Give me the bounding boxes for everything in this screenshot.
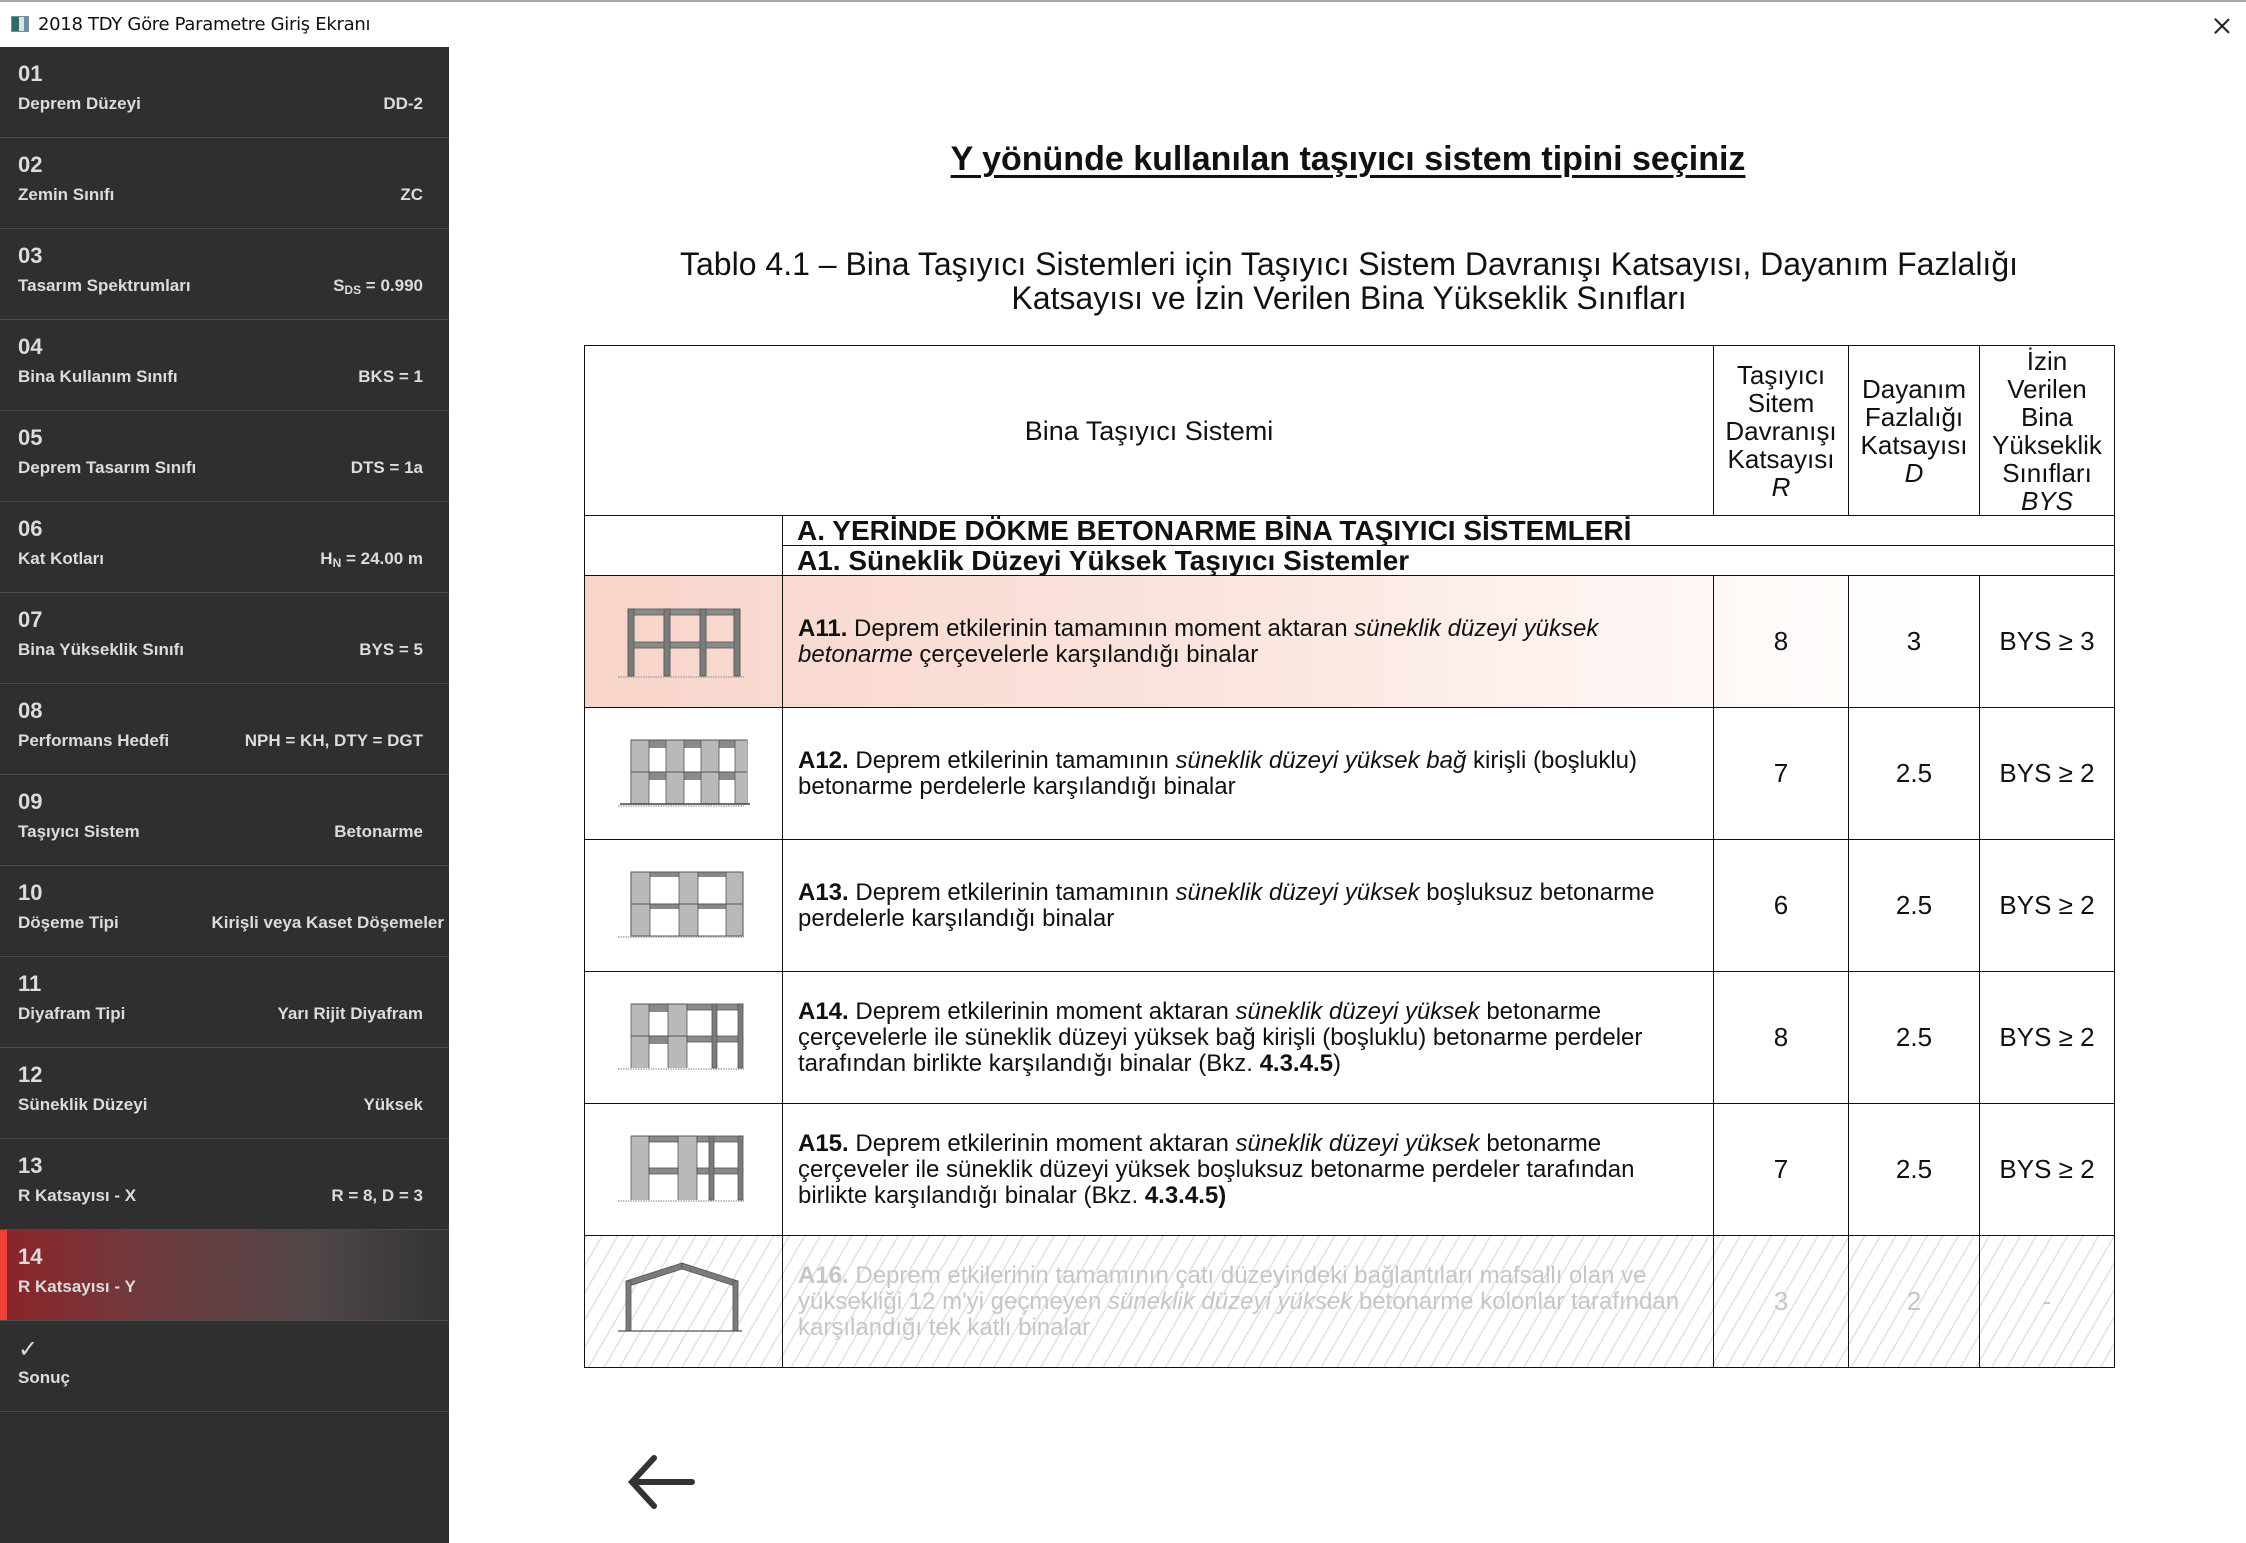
value-d: 3 (1849, 576, 1980, 708)
step-number: 01 (18, 61, 43, 86)
header-line: Dayanım (1861, 373, 1967, 404)
step-value (333, 276, 423, 297)
active-indicator (0, 1230, 7, 1320)
value-rest: = 24.00 m (341, 549, 423, 568)
step-number: 03 (18, 243, 43, 268)
description-text: süneklik düzeyi yüksek (1235, 997, 1480, 1025)
step-number: 12 (18, 1062, 43, 1087)
system-code: A15. (798, 1129, 849, 1157)
step-value: DTS = 1a (350, 458, 423, 477)
system-description (783, 1104, 1714, 1236)
step-number: 08 (18, 698, 43, 723)
description-text: Deprem etkilerinin moment aktaran (848, 1129, 1236, 1157)
step-label: Zemin Sınıfı (18, 185, 115, 204)
system-description (783, 1236, 1714, 1368)
value-d: 2.5 (1849, 972, 1980, 1104)
header-symbol: R (1771, 471, 1791, 502)
value-r: 3 (1714, 1236, 1849, 1368)
description-text: Deprem etkilerinin tamamının moment aktaran (847, 614, 1355, 642)
step-label: R Katsayısı - Y (18, 1277, 136, 1296)
title-bar (0, 2, 2246, 47)
step-value: Yarı Rijit Diyafram (277, 1004, 423, 1023)
sidebar-step-14[interactable] (0, 1230, 449, 1321)
value-bys: BYS ≥ 2 (1980, 840, 2115, 972)
system-code: A11. (798, 614, 848, 642)
single-storey-portal-icon (585, 1257, 782, 1347)
step-label: Kat Kotları (18, 549, 104, 568)
sidebar-step-13[interactable] (0, 1139, 449, 1230)
value-bys: BYS ≥ 2 (1980, 972, 2115, 1104)
sidebar-step-3[interactable] (0, 229, 449, 320)
header-bys (1980, 346, 2115, 516)
value-symbol: S (333, 276, 345, 295)
value-bys: BYS ≥ 3 (1980, 576, 2115, 708)
description-text: betonarme kolonlar tarafından karşılandığı tek katlı binalar (798, 1287, 1686, 1341)
subsection-row (585, 546, 2115, 576)
sidebar-step-8[interactable] (0, 684, 449, 775)
description-text: süneklik düzeyi yüksek (1235, 1129, 1480, 1157)
value-subscript: DS (344, 283, 362, 297)
value-d: 2 (1849, 1236, 1980, 1368)
sidebar-step-10[interactable] (0, 866, 449, 957)
step-label: Deprem Düzeyi (18, 94, 141, 113)
system-description (783, 972, 1714, 1104)
table-header-row (585, 346, 2115, 516)
header-line: Verilen (2007, 373, 2087, 404)
icon-cell (585, 576, 783, 708)
value-r: 7 (1714, 708, 1849, 840)
back-button[interactable] (624, 1450, 704, 1514)
header-symbol: BYS (2020, 485, 2074, 516)
value-r: 7 (1714, 1104, 1849, 1236)
step-value: R = 8, D = 3 (331, 1186, 423, 1205)
sidebar-step-2[interactable] (0, 138, 449, 229)
system-option-row (585, 1236, 2115, 1368)
sidebar-step-5[interactable] (0, 411, 449, 502)
coupled-wall-icon (585, 729, 782, 819)
step-value: DD-2 (383, 94, 423, 113)
header-line: Bina (2020, 401, 2074, 432)
system-description (783, 576, 1714, 708)
step-value: Yüksek (363, 1095, 423, 1114)
value-r: 8 (1714, 576, 1849, 708)
step-label: Taşıyıcı Sistem (18, 822, 140, 841)
step-value: BKS = 1 (358, 367, 423, 386)
step-number: 09 (18, 789, 43, 814)
system-description (783, 708, 1714, 840)
system-option-row[interactable] (585, 708, 2115, 840)
sidebar-step-15[interactable] (0, 1321, 449, 1412)
value-bys: BYS ≥ 2 (1980, 708, 2115, 840)
header-line: Sitem (1747, 387, 1815, 418)
header-system: Bina Taşıyıcı Sistemi (585, 346, 1714, 516)
step-label: Bina Kullanım Sınıfı (18, 367, 178, 386)
icon-cell (585, 708, 783, 840)
system-option-row[interactable] (585, 972, 2115, 1104)
check-icon: ✓ (18, 1336, 39, 1363)
step-label: Diyafram Tipi (18, 1004, 126, 1023)
step-label: Tasarım Spektrumları (18, 276, 191, 295)
description-text: betonarme çerçevelerle ile süneklik düzeyi yüksek bağ kirişli (boşluklu) betonarme perdeler tarafından birlikte karşılandığı binalar (Bkz. (798, 997, 1650, 1077)
step-value: Betonarme (334, 822, 423, 841)
description-text: Deprem etkilerinin tamamının (848, 878, 1176, 906)
step-value (320, 549, 423, 570)
window-title: 2018 TDY Göre Parametre Giriş Ekranı (38, 14, 371, 35)
system-code: A14. (798, 997, 849, 1025)
description-text: süneklik düzeyi yüksek bağ (1175, 746, 1467, 774)
step-label: Süneklik Düzeyi (18, 1095, 148, 1114)
app-icon (11, 16, 29, 32)
value-symbol: H (320, 549, 333, 568)
system-option-row[interactable] (585, 840, 2115, 972)
description-text: Deprem etkilerinin tamamının çatı düzeyindeki bağlantıları mafsallı olan ve yüksekliği 12 m'yi geçmeyen (798, 1261, 1654, 1315)
step-number: 13 (18, 1153, 43, 1178)
section-row (585, 516, 2115, 546)
sidebar-step-9[interactable] (0, 775, 449, 866)
arrow-left-icon (624, 1450, 704, 1514)
description-text: kirişli (boşluklu) betonarme perdelerle karşılandığı binalar (798, 746, 1644, 800)
sidebar-step-7[interactable] (0, 593, 449, 684)
description-text: çerçevelerle karşılandığı binalar (912, 640, 1259, 668)
sidebar (0, 47, 449, 1543)
step-label: Performans Hedefi (18, 731, 170, 750)
sidebar-step-4[interactable] (0, 320, 449, 411)
value-bys: BYS ≥ 2 (1980, 1104, 2115, 1236)
description-text: boşluksuz betonarme perdelerle karşılandığı binalar (798, 878, 1662, 932)
description-text: süneklik düzeyi yüksek (1108, 1287, 1353, 1315)
value-rest: = 0.990 (361, 276, 423, 295)
header-d (1849, 346, 1980, 516)
header-line: Davranışı (1725, 415, 1837, 446)
step-label: Sonuç (18, 1368, 70, 1387)
value-r: 6 (1714, 840, 1849, 972)
system-code: A16. (798, 1261, 849, 1289)
section-title: A. YERİNDE DÖKME BETONARME BİNA TAŞIYICI SİSTEMLERİ (783, 516, 2115, 546)
step-value: BYS = 5 (359, 640, 423, 659)
step-label: R Katsayısı - X (18, 1186, 137, 1205)
system-code: A12. (798, 746, 849, 774)
icon-cell (585, 1236, 783, 1368)
icon-cell (585, 840, 783, 972)
description-text: Deprem etkilerinin moment aktaran (848, 997, 1236, 1025)
system-description (783, 840, 1714, 972)
header-line: Yükseklik (1992, 429, 2102, 460)
subsection-title: A1. Süneklik Düzeyi Yüksek Taşıyıcı Sistemler (783, 546, 2115, 576)
section-blank-cell (585, 516, 783, 546)
step-value: NPH = KH, DTY = DGT (244, 731, 423, 750)
sidebar-step-12[interactable] (0, 1048, 449, 1139)
step-number: 02 (18, 152, 43, 177)
value-subscript: N (332, 556, 342, 570)
description-text: süneklik düzeyi yüksek betonarme (798, 614, 1606, 668)
step-value: ZC (400, 185, 423, 204)
structural-system-table (584, 345, 2115, 1368)
description-text: Deprem etkilerinin tamamının (848, 746, 1176, 774)
sidebar-step-11[interactable] (0, 957, 449, 1048)
header-line: Taşıyıcı (1736, 359, 1826, 390)
value-r: 8 (1714, 972, 1849, 1104)
step-value: Kirişli veya Kaset Döşemeler (211, 913, 444, 932)
description-text: 4.3.4.5) (1144, 1181, 1227, 1209)
system-option-row[interactable] (585, 576, 2115, 708)
step-number: 07 (18, 607, 43, 632)
solid-wall-icon (585, 861, 782, 951)
subsection-blank-cell (585, 546, 783, 576)
description-text: süneklik düzeyi yüksek (1175, 878, 1420, 906)
step-number: 11 (18, 971, 42, 996)
page-heading: Y yönünde kullanılan taşıyıcı sistem tipini seçiniz (950, 140, 1746, 178)
table-caption (584, 247, 2114, 315)
system-option-row[interactable] (585, 1104, 2115, 1236)
frame-coupled-wall-icon (585, 993, 782, 1083)
value-d: 2.5 (1849, 840, 1980, 972)
description-text: 4.3.4.5 (1259, 1049, 1333, 1077)
value-d: 2.5 (1849, 708, 1980, 840)
close-icon[interactable] (2208, 12, 2236, 40)
step-number: 04 (18, 334, 43, 359)
moment-frame-icon (585, 597, 782, 687)
header-line: İzin (2026, 345, 2068, 376)
frame-solid-wall-icon (585, 1125, 782, 1215)
step-label: Deprem Tasarım Sınıfı (18, 458, 197, 477)
header-line: Katsayısı (1727, 443, 1835, 474)
value-d: 2.5 (1849, 1104, 1980, 1236)
description-text: betonarme çerçeveler ile süneklik düzeyi yüksek boşluksuz betonarme perdeler tarafından birlikte karşılandığı binalar (Bkz. (798, 1129, 1642, 1209)
caption-line-1: Tablo 4.1 – Bina Taşıyıcı Sistemleri için Taşıyıcı Sistem Davranışı Katsayısı, Dayanım Fazlalığı (680, 246, 2018, 282)
header-symbol: D (1904, 457, 1924, 488)
header-r (1714, 346, 1849, 516)
step-number: 14 (18, 1244, 43, 1269)
value-bys: - (1980, 1236, 2115, 1368)
header-line: Katsayısı (1860, 429, 1968, 460)
header-line: Fazlalığı (1864, 401, 1964, 432)
sidebar-step-1[interactable] (0, 47, 449, 138)
step-label: Döşeme Tipi (18, 913, 119, 932)
caption-line-2: Katsayısı ve İzin Verilen Bina Yükseklik Sınıfları (1011, 280, 1687, 316)
system-code: A13. (798, 878, 849, 906)
step-label: Bina Yükseklik Sınıfı (18, 640, 184, 659)
icon-cell (585, 1104, 783, 1236)
header-line: Sınıfları (2002, 457, 2092, 488)
sidebar-step-6[interactable] (0, 502, 449, 593)
step-number: 10 (18, 880, 43, 905)
icon-cell (585, 972, 783, 1104)
description-text: ) (1332, 1049, 1341, 1077)
step-number: 06 (18, 516, 43, 541)
step-number: 05 (18, 425, 43, 450)
